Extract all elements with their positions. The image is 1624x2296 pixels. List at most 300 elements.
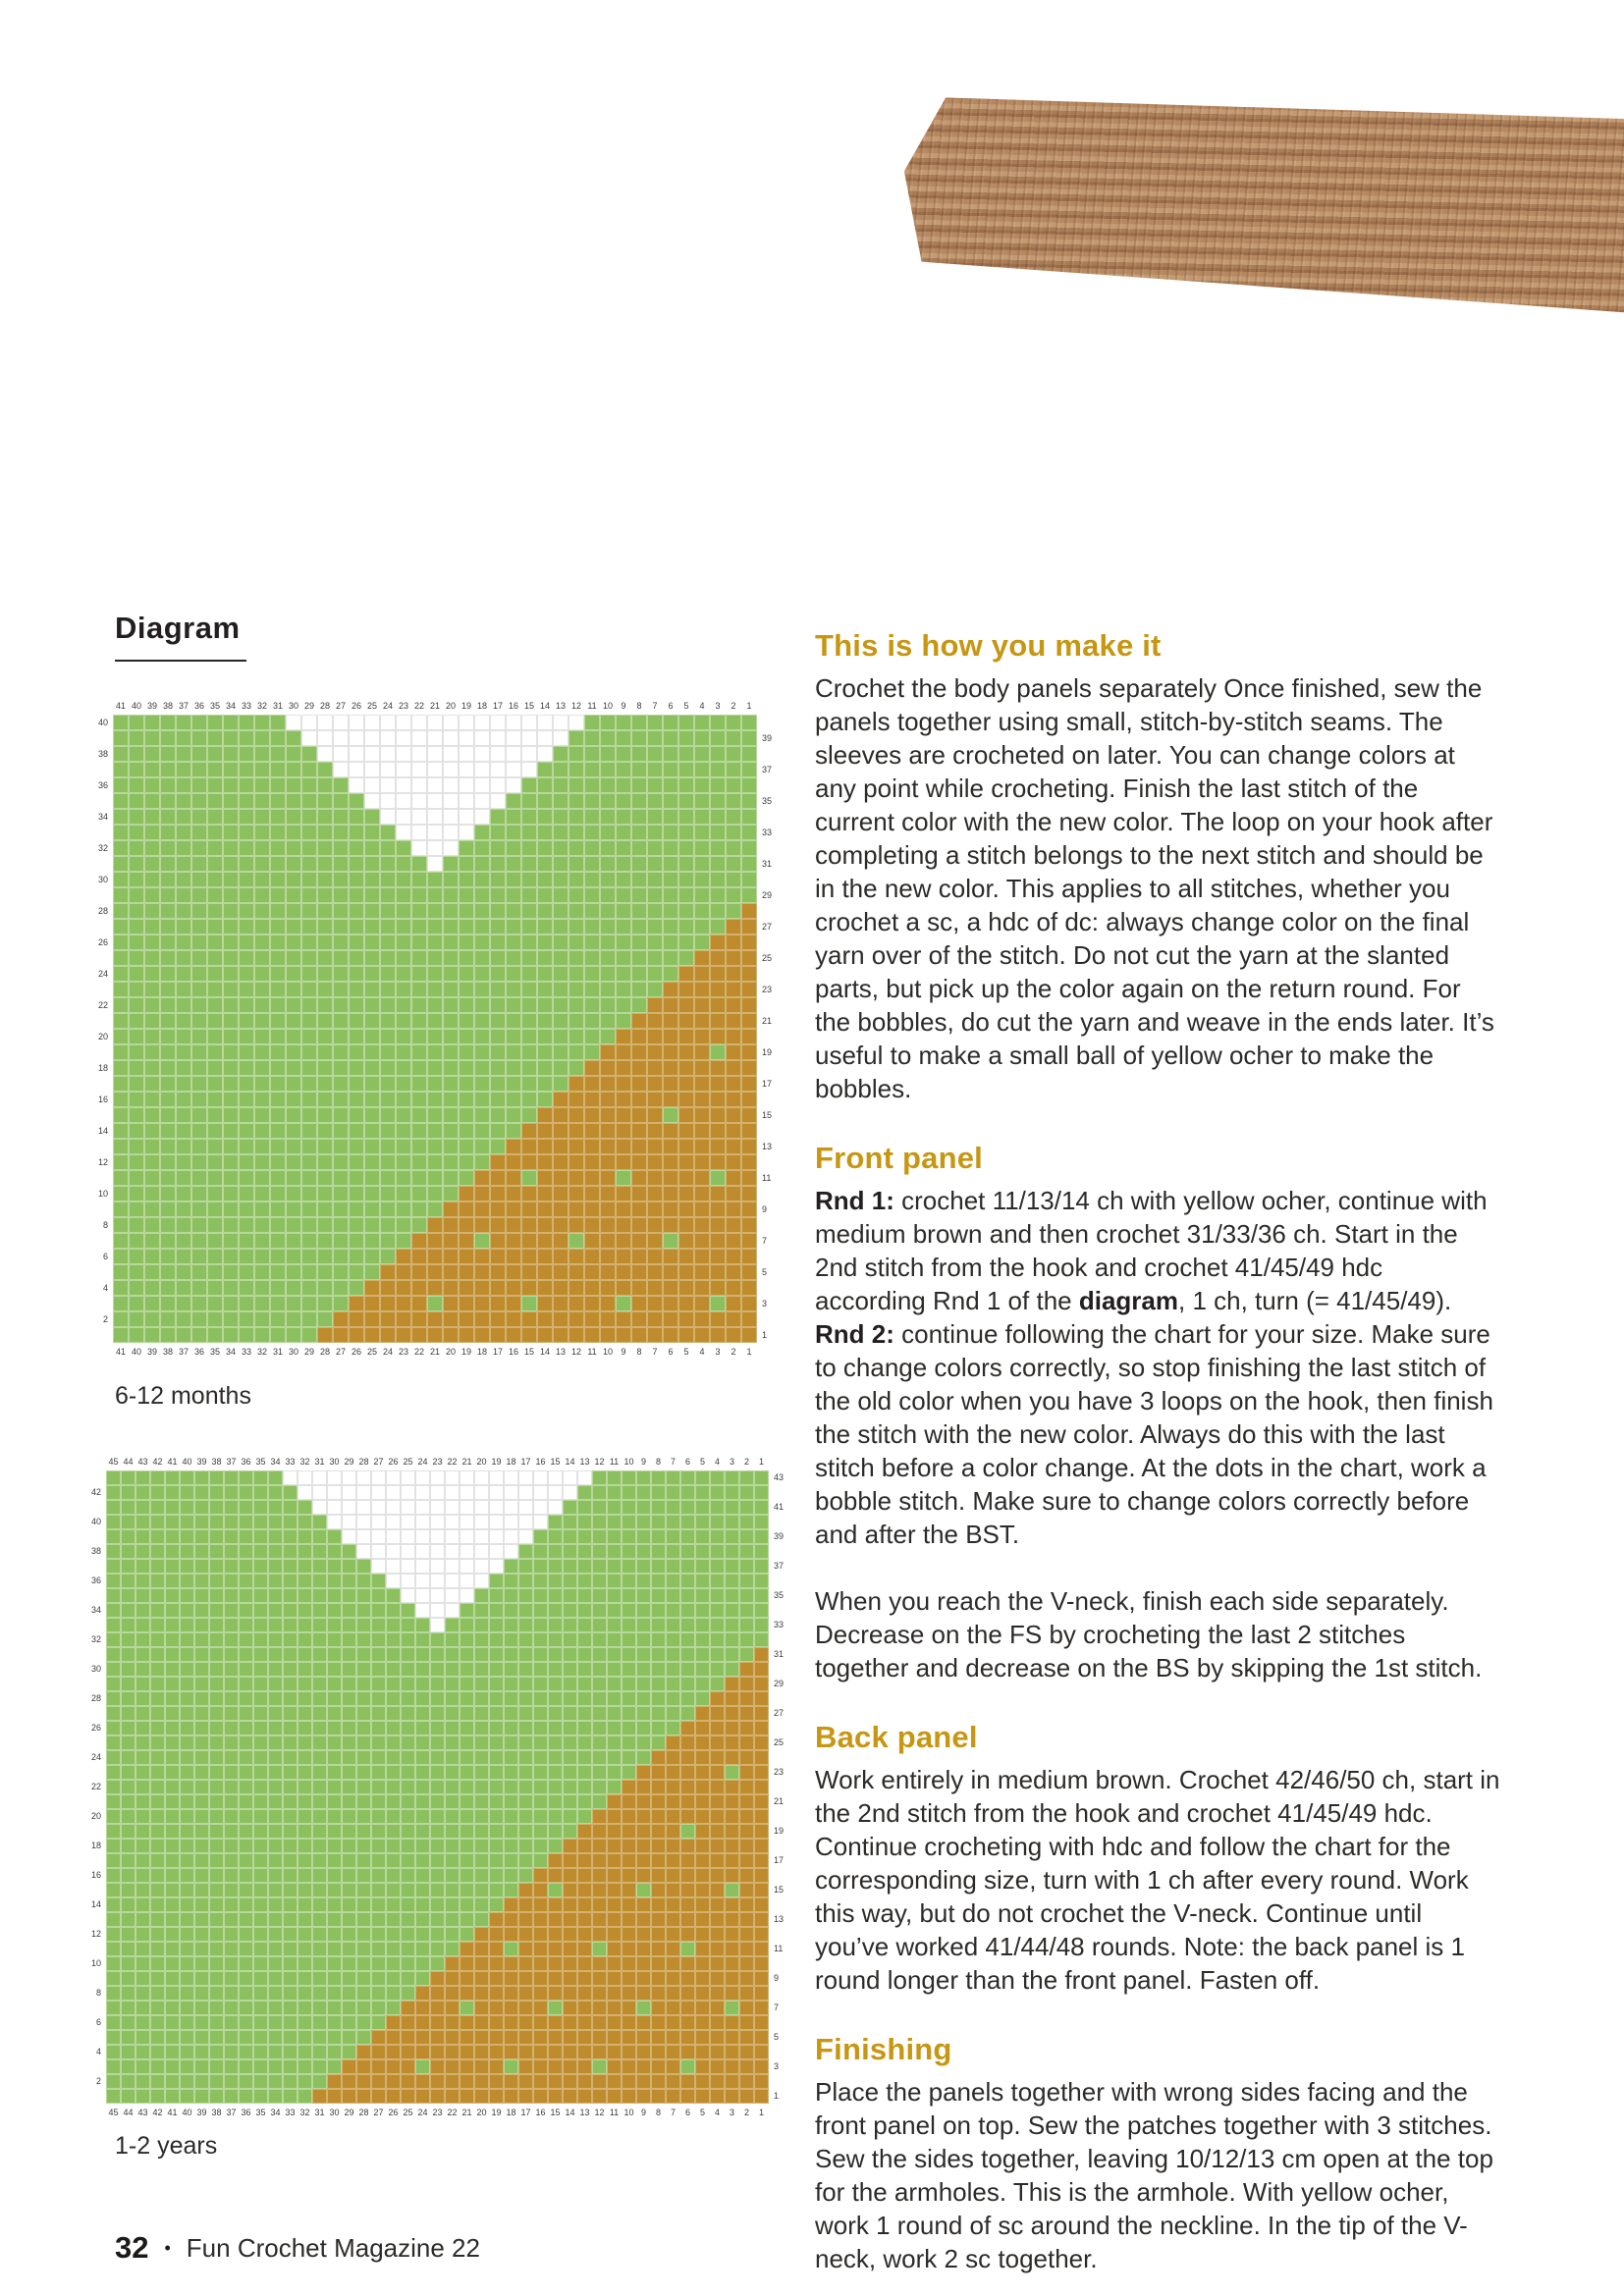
stitch-cell-green [342,1677,356,1691]
stitch-cell-green [121,1883,135,1897]
stitch-cell-green [270,872,286,887]
column-number: 40 [182,1457,192,1467]
stitch-cell-green [209,2059,224,2074]
stitch-cell-green [150,1559,165,1574]
stitch-cell-green [411,919,427,934]
stitch-cell-green [356,1662,371,1677]
stitch-cell-green [254,1170,270,1186]
stitch-cell-ochre [678,1029,694,1044]
stitch-cell-green [239,1485,253,1500]
stitch-cell-green [207,872,223,887]
stitch-cell-green [301,1123,317,1139]
stitch-cell-ochre [553,1327,568,1343]
stitch-cell-green [695,1647,710,1662]
stitch-cell-green [121,1515,135,1529]
stitch-cell-green [223,825,239,840]
no-stitch-cell [312,1500,327,1515]
stitch-cell-green [224,1662,239,1677]
stitch-cell-green [651,1603,666,1618]
stitch-cell-green [342,1897,356,1912]
stitch-cell-green [283,1868,298,1883]
stitch-cell-green [317,1233,333,1249]
stitch-cell-green [631,934,647,950]
stitch-cell-ochre [631,1044,647,1060]
stitch-cell-green [144,934,160,950]
stitch-cell-green [253,1794,268,1809]
stitch-cell-green [459,1123,474,1139]
stitch-cell-green [254,872,270,887]
stitch-cell-green [150,1706,165,1721]
stitch-cell-green [286,1123,301,1139]
stitch-cell-ochre [577,1971,592,1986]
stitch-cell-ochre [680,1897,695,1912]
stitch-cell-ochre [741,934,757,950]
stitch-cell-green [504,1603,518,1618]
row-number: 25 [774,1737,785,1747]
stitch-cell-ochre [553,1186,568,1201]
stitch-cell-ochre [607,1897,622,1912]
stitch-cell-green [129,840,144,856]
stitch-cell-green [726,730,741,746]
bobble-dot-cell [663,1233,678,1249]
stitch-cell-green [129,856,144,872]
stitch-cell-green [270,856,286,872]
column-number: 28 [319,701,330,711]
stitch-cell-green [239,1942,253,1956]
stitch-cell-green [144,1139,160,1154]
row-number: 29 [762,890,773,900]
stitch-cell-green [270,1107,286,1123]
stitch-cell-green [176,1280,191,1296]
stitch-cell-green [725,1529,739,1544]
stitch-cell-ochre [695,1853,710,1868]
stitch-cell-green [224,1912,239,1927]
stitch-cell-green [548,1677,563,1691]
stitch-cell-green [283,1485,298,1500]
stitch-cell-ochre [636,1765,651,1780]
stitch-cell-green [401,1956,415,1971]
stitch-cell-green [356,1927,371,1942]
stitch-cell-green [286,1217,301,1233]
stitch-cell-green [165,2074,180,2089]
stitch-cell-green [283,1632,298,1647]
row-number: 14 [97,1126,108,1136]
stitch-cell-green [113,762,129,777]
row-number: 6 [95,2017,101,2027]
stitch-cell-ochre [739,1809,754,1824]
stitch-cell-green [283,2059,298,2074]
stitch-cell-green [349,1092,364,1107]
stitch-cell-green [726,762,741,777]
stitch-cell-green [223,950,239,966]
no-stitch-cell [518,1485,533,1500]
stitch-cell-ochre [631,1060,647,1076]
stitch-cell-green [165,1868,180,1883]
stitch-cell-green [459,1139,474,1154]
row-number [82,1618,101,1632]
column-number: 32 [256,1347,267,1357]
stitch-cell-green [327,1912,342,1927]
stitch-cell-ochre [459,1201,474,1217]
stitch-cell-green [312,2074,327,2089]
stitch-cell-green [600,950,616,966]
stitch-cell-green [270,1264,286,1280]
stitch-cell-green [710,1662,725,1677]
stitch-cell-green [680,1588,695,1603]
stitch-cell-green [286,1233,301,1249]
stitch-cell-green [317,919,333,934]
stitch-cell-green [113,793,129,809]
stitch-cell-green [386,1588,401,1603]
stitch-cell-green [253,1706,268,1721]
stitch-cell-green [176,825,191,840]
stitch-cell-green [607,1500,622,1515]
stitch-cell-green [207,730,223,746]
stitch-cell-ochre [710,1750,725,1765]
no-stitch-cell [415,1603,430,1618]
stitch-cell-green [563,1662,577,1677]
stitch-cell-ochre [584,1123,600,1139]
stitch-cell-green [121,1618,135,1632]
stitch-cell-green [474,1013,490,1029]
stitch-cell-ochre [577,1897,592,1912]
stitch-cell-ochre [600,1217,616,1233]
stitch-cell-green [121,1529,135,1544]
stitch-cell-green [521,1076,537,1092]
stitch-cell-green [312,2030,327,2045]
stitch-cell-green [548,1544,563,1559]
stitch-cell-green [396,1029,411,1044]
stitch-cell-green [135,1942,150,1956]
stitch-cell-ochre [427,1249,443,1264]
stitch-cell-green [239,809,254,825]
page-number: 32 [115,2230,149,2265]
stitch-cell-green [298,1853,312,1868]
stitch-cell-green [411,1217,427,1233]
stitch-cell-ochre [663,1060,678,1076]
stitch-cell-green [239,1470,253,1485]
stitch-cell-green [180,1956,194,1971]
stitch-cell-green [254,966,270,982]
bobble-dot-cell [616,1296,631,1311]
stitch-cell-ochre [584,1296,600,1311]
stitch-cell-green [411,1170,427,1186]
no-stitch-cell [537,746,553,762]
no-stitch-cell [415,1529,430,1544]
stitch-cell-ochre [741,1311,757,1327]
stitch-cell-green [577,1647,592,1662]
stitch-cell-ochre [651,2045,666,2059]
no-stitch-cell [459,730,474,746]
stitch-cell-green [533,1721,548,1735]
stitch-cell-green [239,872,254,887]
stitch-cell-green [176,793,191,809]
stitch-cell-green [150,1809,165,1824]
stitch-cell-green [504,1574,518,1588]
stitch-cell-green [663,840,678,856]
stitch-cell-green [607,1559,622,1574]
stitch-cell-ochre [651,2030,666,2045]
column-number: 2 [743,1457,749,1467]
stitch-cell-ochre [474,1217,490,1233]
stitch-cell-ochre [754,1853,769,1868]
stitch-cell-green [180,1883,194,1897]
stitch-cell-green [207,1170,223,1186]
stitch-cell-green [607,1647,622,1662]
stitch-cell-green [239,2089,253,2104]
stitch-cell-green [286,934,301,950]
stitch-cell-green [327,1529,342,1544]
stitch-cell-green [427,1029,443,1044]
stitch-cell-ochre [584,1154,600,1170]
stitch-cell-green [616,872,631,887]
stitch-cell-green [268,1559,283,1574]
stitch-cell-ochre [607,1883,622,1897]
no-stitch-cell [430,1529,445,1544]
no-stitch-cell [364,777,380,793]
stitch-cell-green [415,1765,430,1780]
stitch-cell-ochre [726,1280,741,1296]
stitch-cell-green [207,1060,223,1076]
stitch-cell-green [254,1123,270,1139]
stitch-cell-green [129,966,144,982]
stitch-cell-green [312,1721,327,1735]
stitch-cell-green [518,1603,533,1618]
stitch-cell-green [129,903,144,919]
stitch-cell-ochre [647,1280,663,1296]
stitch-cell-green [568,934,584,950]
stitch-cell-green [411,1186,427,1201]
stitch-cell-green [474,1868,489,1883]
stitch-cell-ochre [678,982,694,997]
stitch-cell-ochre [518,1956,533,1971]
stitch-cell-ochre [636,1809,651,1824]
stitch-cell-ochre [474,1956,489,1971]
stitch-cell-ochre [636,2089,651,2104]
stitch-cell-green [176,1327,191,1343]
stitch-cell-ochre [678,1327,694,1343]
stitch-cell-ochre [622,2015,636,2030]
stitch-cell-ochre [460,1971,474,1986]
stitch-cell-green [592,1588,607,1603]
stitch-cell-green [647,887,663,903]
row-number: 14 [90,1899,101,1909]
crochet-chart-6-12-months [89,699,788,1362]
stitch-cell-green [349,840,364,856]
stitch-cell-green [121,1942,135,1956]
stitch-cell-green [129,934,144,950]
stitch-cell-ochre [386,2030,401,2045]
stitch-cell-ochre [754,1971,769,1986]
stitch-cell-green [445,1839,460,1853]
row-number: 40 [90,1517,101,1526]
stitch-cell-green [506,825,521,840]
stitch-cell-green [333,1233,349,1249]
stitch-cell-green [239,1500,253,1515]
stitch-cell-ochre [548,1912,563,1927]
stitch-cell-green [616,856,631,872]
stitch-cell-green [312,1986,327,2001]
stitch-cell-ochre [607,1794,622,1809]
stitch-cell-ochre [490,1327,506,1343]
stitch-cell-ochre [680,2074,695,2089]
stitch-cell-green [312,1824,327,1839]
stitch-cell-green [349,1264,364,1280]
no-stitch-cell [490,746,506,762]
stitch-cell-green [584,919,600,934]
stitch-cell-green [380,872,396,887]
stitch-cell-green [113,1092,129,1107]
stitch-cell-green [160,1076,176,1092]
stitch-cell-green [430,1824,445,1839]
no-stitch-cell [533,1515,548,1529]
stitch-cell-green [506,1076,521,1092]
stitch-cell-green [165,1794,180,1809]
column-number: 8 [636,1347,642,1357]
column-number: 33 [285,2108,296,2117]
stitch-cell-green [386,1986,401,2001]
stitch-cell-green [135,1529,150,1544]
stitch-cell-ochre [548,1986,563,2001]
stitch-cell-green [176,1044,191,1060]
stitch-cell-green [317,982,333,997]
stitch-cell-green [553,1029,568,1044]
stitch-cell-green [401,1868,415,1883]
column-number: 38 [162,1347,173,1357]
stitch-cell-ochre [396,1280,411,1296]
no-stitch-cell [401,1574,415,1588]
no-stitch-cell [445,1603,460,1618]
stitch-cell-green [253,2089,268,2104]
stitch-cell-green [537,793,553,809]
stitch-cell-green [386,1618,401,1632]
stitch-cell-green [121,1986,135,2001]
column-number: 8 [655,2108,661,2117]
stitch-cell-ochre [622,2045,636,2059]
stitch-cell-ochre [506,1327,521,1343]
stitch-cell-green [312,1515,327,1529]
stitch-cell-green [568,809,584,825]
stitch-cell-ochre [577,1883,592,1897]
no-stitch-cell [411,777,427,793]
stitch-cell-green [223,715,239,730]
stitch-cell-green [301,1029,317,1044]
stitch-cell-green [312,1529,327,1544]
no-stitch-cell [386,1544,401,1559]
stitch-cell-green [333,1013,349,1029]
stitch-cell-green [194,1927,209,1942]
no-stitch-cell [504,1529,518,1544]
column-number: 38 [211,2108,222,2117]
no-stitch-cell [504,1500,518,1515]
column-number: 30 [288,701,298,711]
stitch-cell-ochre [460,1986,474,2001]
stitch-cell-green [135,1824,150,1839]
stitch-cell-green [356,1721,371,1735]
stitch-cell-green [506,982,521,997]
stitch-cell-ochre [663,982,678,997]
column-number: 29 [303,701,314,711]
stitch-cell-green [268,1735,283,1750]
no-stitch-cell [506,730,521,746]
stitch-cell-green [254,762,270,777]
stitch-cell-green [283,1529,298,1544]
column-number: 39 [196,1457,207,1467]
stitch-cell-green [239,2045,253,2059]
stitch-cell-ochre [636,1780,651,1794]
stitch-cell-ochre [680,1780,695,1794]
stitch-cell-green [268,1986,283,2001]
stitch-cell-green [490,997,506,1013]
no-stitch-cell [489,1470,504,1485]
stitch-cell-green [135,1780,150,1794]
stitch-cell-ochre [521,1233,537,1249]
stitch-cell-green [680,1603,695,1618]
stitch-cell-ochre [741,1280,757,1296]
stitch-cell-ochre [710,934,726,950]
stitch-cell-green [490,950,506,966]
stitch-cell-ochre [607,2074,622,2089]
stitch-cell-green [364,1154,380,1170]
row-number: 2 [102,1314,108,1324]
stitch-cell-ochre [521,1186,537,1201]
no-stitch-cell [518,1470,533,1485]
stitch-cell-green [725,1574,739,1588]
stitch-cell-green [411,887,427,903]
stitch-cell-green [160,730,176,746]
stitch-cell-green [135,1470,150,1485]
stitch-cell-ochre [506,1249,521,1264]
stitch-cell-green [333,840,349,856]
stitch-cell-green [695,1574,710,1588]
stitch-cell-green [253,2001,268,2015]
stitch-cell-ochre [553,1170,568,1186]
stitch-cell-ochre [548,2030,563,2045]
stitch-cell-green [592,1677,607,1691]
no-stitch-cell [474,715,490,730]
stitch-cell-ochre [651,1956,666,1971]
stitch-cell-green [333,950,349,966]
stitch-cell-green [150,1971,165,1986]
stitch-cell-green [349,1139,364,1154]
stitch-cell-green [144,1060,160,1076]
stitch-cell-green [191,1280,207,1296]
stitch-cell-ochre [725,1750,739,1765]
column-number: 20 [476,1457,487,1467]
stitch-cell-green [223,1264,239,1280]
stitch-cell-ochre [607,1971,622,1986]
stitch-cell-ochre [445,2030,460,2045]
stitch-cell-green [647,746,663,762]
stitch-cell-green [489,1780,504,1794]
stitch-cell-green [568,1044,584,1060]
stitch-cell-ochre [506,1154,521,1170]
stitch-cell-green [176,1311,191,1327]
stitch-cell-green [577,1721,592,1735]
stitch-cell-ochre [548,1868,563,1883]
stitch-cell-green [207,966,223,982]
stitch-cell-ochre [459,1311,474,1327]
stitch-cell-green [239,982,254,997]
stitch-cell-green [180,1647,194,1662]
stitch-cell-green [270,1296,286,1311]
stitch-cell-green [607,1765,622,1780]
stitch-cell-green [371,1677,386,1691]
stitch-cell-green [386,1956,401,1971]
stitch-cell-green [474,1603,489,1618]
row-number: 15 [762,1110,773,1120]
stitch-cell-green [521,1092,537,1107]
